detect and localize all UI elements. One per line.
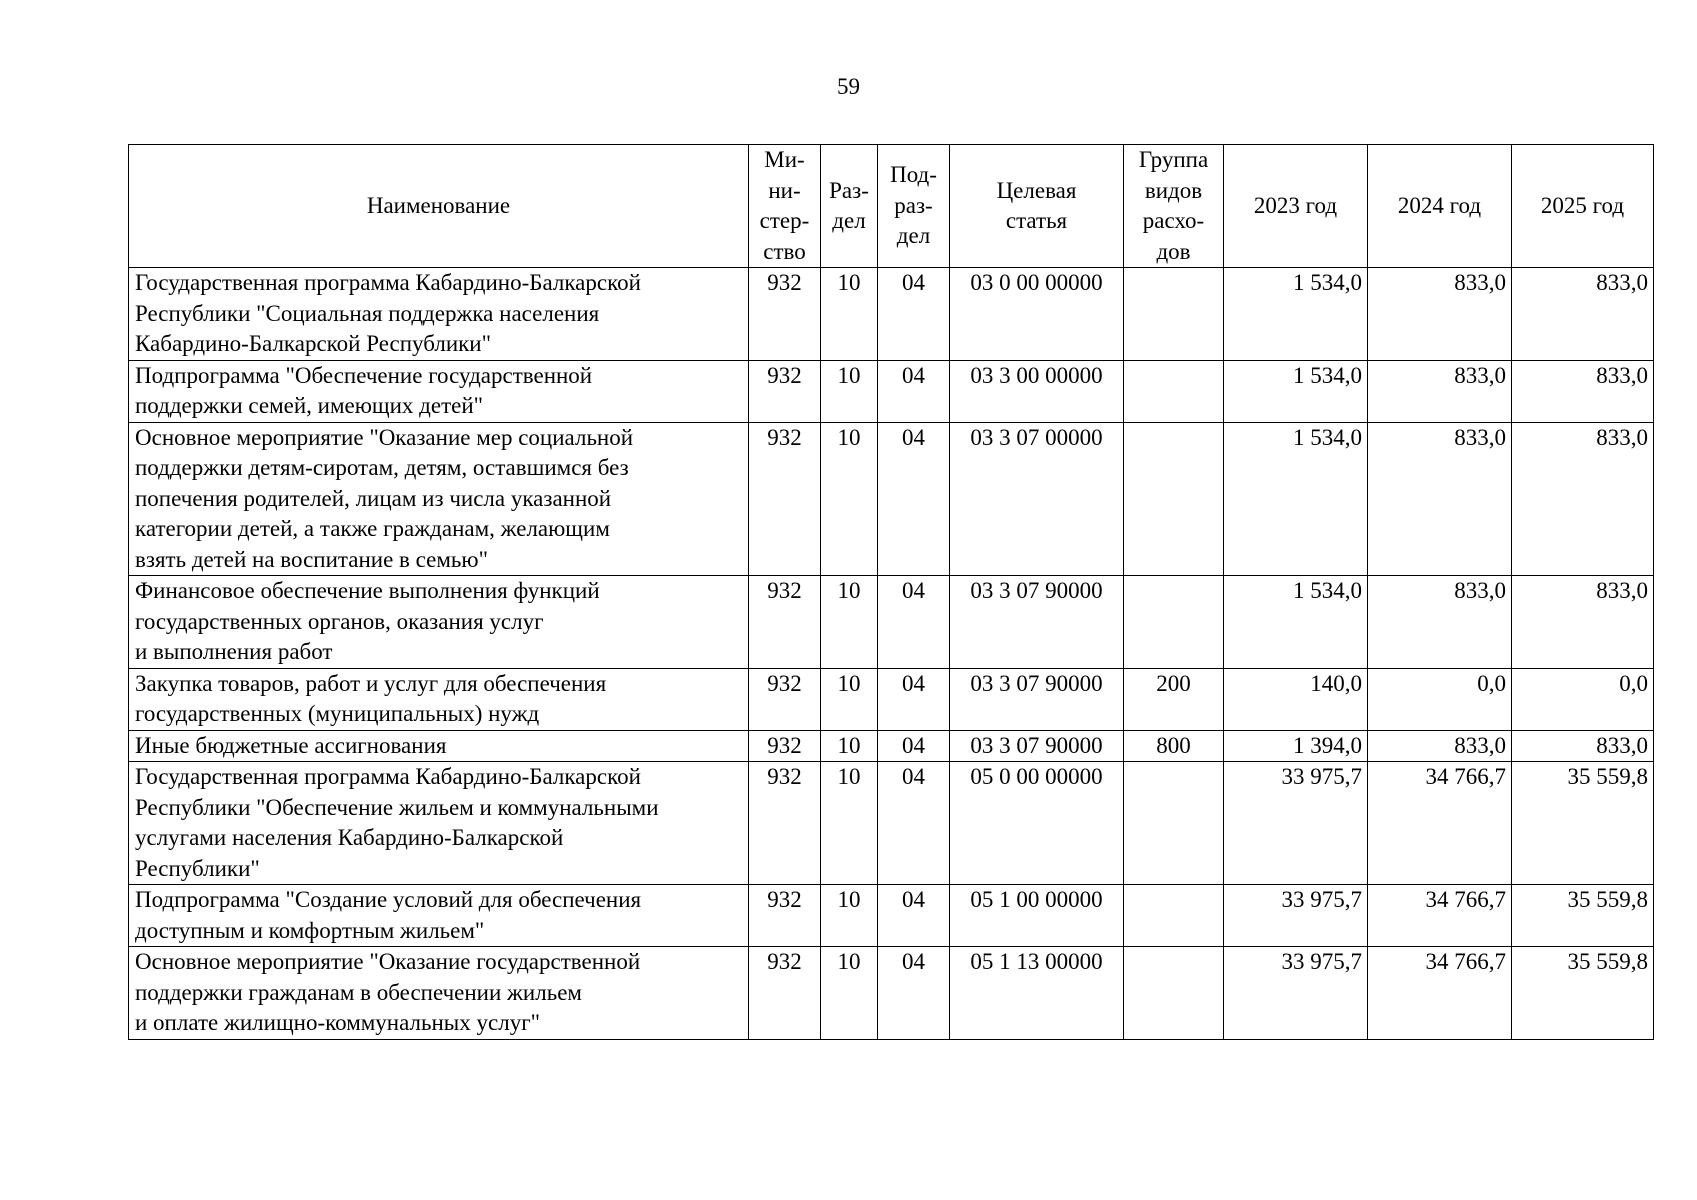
cell-2025: 833,0: [1512, 268, 1654, 361]
cell-name: [129, 885, 749, 947]
cell-2025: 833,0: [1512, 360, 1654, 422]
header-target: [950, 145, 1124, 268]
cell-2024: 34 766,7: [1368, 885, 1512, 947]
table-row: [129, 885, 1654, 947]
cell-subsection: 04: [878, 762, 950, 885]
cell-section: 10: [821, 422, 878, 576]
cell-section: 10: [821, 730, 878, 762]
cell-name-line: поддержки детям-сиротам, детям, оставшимся без: [135, 455, 629, 480]
header-line: статья: [1005, 208, 1068, 233]
cell-ministry: 932: [749, 885, 821, 947]
cell-section: 10: [821, 947, 878, 1040]
cell-2024: 34 766,7: [1368, 762, 1512, 885]
cell-subsection: 04: [878, 360, 950, 422]
cell-2025: 833,0: [1512, 422, 1654, 576]
cell-expense-group: [1124, 422, 1224, 576]
cell-expense-group: [1124, 762, 1224, 885]
cell-name-line: Иные бюджетные ассигнования: [135, 732, 447, 758]
cell-ministry: 932: [749, 947, 821, 1040]
cell-expense-group: [1124, 360, 1224, 422]
cell-expense-group: [1124, 576, 1224, 669]
cell-ministry: 932: [749, 668, 821, 730]
cell-2023: 1 534,0: [1224, 268, 1368, 361]
cell-name-line: Республики "Обеспечение жильем и коммунальными: [135, 794, 659, 820]
header-line: Целевая: [996, 177, 1077, 203]
cell-name-line: Финансовое обеспечение выполнения функций: [135, 578, 600, 603]
cell-name-line: Республики "Социальная поддержка населения: [135, 300, 600, 326]
cell-name-line: государственных (муниципальных) нужд: [135, 701, 540, 726]
header-2024: 2024 год: [1368, 145, 1512, 268]
cell-name-line: попечения родителей, лицам из числа указанной: [135, 485, 612, 511]
cell-name-line: Государственная программа Кабардино-Балкарской: [135, 270, 641, 295]
header-2025: 2025 год: [1512, 145, 1654, 268]
table-row: [129, 576, 1654, 669]
table-row: [129, 268, 1654, 361]
cell-2023: 33 975,7: [1224, 947, 1368, 1040]
cell-2023: 33 975,7: [1224, 885, 1368, 947]
cell-target: 03 3 07 00000: [950, 422, 1124, 576]
cell-2024: 34 766,7: [1368, 947, 1512, 1040]
cell-name-line: категории детей, а также гражданам, желающим: [135, 516, 610, 541]
cell-target: 05 0 00 00000: [950, 762, 1124, 885]
cell-name-line: поддержки семей, имеющих детей": [135, 393, 484, 418]
page-number: 59: [837, 74, 860, 99]
cell-ministry: 932: [749, 730, 821, 762]
cell-2023: 1 534,0: [1224, 422, 1368, 576]
cell-ministry: 932: [749, 422, 821, 576]
cell-expense-group: [1124, 947, 1224, 1040]
cell-section: 10: [821, 360, 878, 422]
cell-2023: 33 975,7: [1224, 762, 1368, 885]
cell-expense-group: 800: [1124, 730, 1224, 762]
cell-name-line: Республики": [135, 855, 260, 881]
header-subsection: [878, 145, 950, 268]
cell-target: 03 3 07 90000: [950, 730, 1124, 762]
cell-name-line: Основное мероприятие "Оказание мер социальной: [135, 424, 634, 450]
cell-subsection: 04: [878, 422, 950, 576]
cell-2023: 1 534,0: [1224, 576, 1368, 669]
cell-2025: 0,0: [1512, 668, 1654, 730]
cell-ministry: 932: [749, 762, 821, 885]
cell-2023: 1 394,0: [1224, 730, 1368, 762]
cell-name: [129, 268, 749, 361]
cell-name-line: государственных органов, оказания услуг: [135, 608, 544, 634]
cell-2024: 833,0: [1368, 360, 1512, 422]
header-line: дов: [1156, 238, 1191, 264]
cell-expense-group: 200: [1124, 668, 1224, 730]
cell-name-line: услугами населения Кабардино-Балкарской: [135, 825, 564, 850]
header-line: ни-: [768, 177, 801, 203]
cell-name-line: Подпрограмма "Создание условий для обеспечения: [135, 887, 642, 912]
cell-ministry: 932: [749, 360, 821, 422]
header-section: [821, 145, 878, 268]
table-row: [129, 730, 1654, 762]
cell-2024: 833,0: [1368, 422, 1512, 576]
cell-name-line: и выполнения работ: [135, 639, 333, 664]
cell-2025: 35 559,8: [1512, 762, 1654, 885]
cell-name-line: доступным и комфортным жильем": [135, 917, 485, 943]
cell-target: 05 1 13 00000: [950, 947, 1124, 1040]
header-line: Раз-: [829, 177, 869, 203]
cell-ministry: 932: [749, 576, 821, 669]
cell-target: 03 3 07 90000: [950, 668, 1124, 730]
header-line: раз-: [894, 192, 933, 218]
table-row: [129, 762, 1654, 885]
cell-name: [129, 668, 749, 730]
cell-target: 03 3 00 00000: [950, 360, 1124, 422]
cell-name-line: Подпрограмма "Обеспечение государственной: [135, 362, 593, 388]
cell-2025: 833,0: [1512, 576, 1654, 669]
header-line: расхо-: [1142, 208, 1205, 233]
header-2023: 2023 год: [1224, 145, 1368, 268]
header-line: видов: [1144, 177, 1203, 203]
cell-subsection: 04: [878, 668, 950, 730]
header-ministry: [749, 145, 821, 268]
header-line: Группа: [1138, 147, 1209, 172]
cell-name: [129, 947, 749, 1040]
header-line: Под-: [890, 162, 937, 188]
cell-section: 10: [821, 576, 878, 669]
cell-subsection: 04: [878, 576, 950, 669]
cell-name-line: Закупка товаров, работ и услуг для обеспечения: [135, 670, 607, 696]
cell-name: [129, 360, 749, 422]
cell-2024: 833,0: [1368, 268, 1512, 361]
cell-2024: 833,0: [1368, 576, 1512, 669]
cell-2023: 1 534,0: [1224, 360, 1368, 422]
table-row: [129, 360, 1654, 422]
cell-name-line: поддержки гражданам в обеспечении жильем: [135, 979, 582, 1005]
header-row: [129, 145, 1654, 268]
cell-name: [129, 422, 749, 576]
cell-2024: 0,0: [1368, 668, 1512, 730]
cell-2025: 35 559,8: [1512, 947, 1654, 1040]
cell-expense-group: [1124, 885, 1224, 947]
header-line: ство: [763, 238, 806, 264]
cell-name-line: и оплате жилищно-коммунальных услуг": [135, 1010, 541, 1035]
cell-2025: 35 559,8: [1512, 885, 1654, 947]
budget-table: [128, 144, 1654, 1040]
header-name: Наименование: [129, 145, 749, 268]
cell-section: 10: [821, 268, 878, 361]
cell-section: 10: [821, 762, 878, 885]
cell-name-line: Основное мероприятие "Оказание государственной: [135, 949, 641, 974]
cell-2025: 833,0: [1512, 730, 1654, 762]
cell-name: [129, 576, 749, 669]
cell-expense-group: [1124, 268, 1224, 361]
table-row: [129, 422, 1654, 576]
cell-section: 10: [821, 668, 878, 730]
cell-name-line: взять детей на воспитание в семью": [135, 546, 488, 572]
cell-target: 03 0 00 00000: [950, 268, 1124, 361]
header-line: дел: [832, 208, 866, 233]
table-row: [129, 947, 1654, 1040]
header-line: дел: [896, 223, 931, 249]
cell-subsection: 04: [878, 885, 950, 947]
table-row: [129, 668, 1654, 730]
cell-2024: 833,0: [1368, 730, 1512, 762]
cell-section: 10: [821, 885, 878, 947]
cell-subsection: 04: [878, 730, 950, 762]
header-line: Ми-: [764, 147, 805, 172]
cell-name: [129, 730, 749, 762]
cell-target: 03 3 07 90000: [950, 576, 1124, 669]
cell-ministry: 932: [749, 268, 821, 361]
cell-2023: 140,0: [1224, 668, 1368, 730]
table-body: [129, 268, 1654, 1040]
cell-name-line: Государственная программа Кабардино-Балкарской: [135, 764, 641, 789]
cell-target: 05 1 00 00000: [950, 885, 1124, 947]
cell-subsection: 04: [878, 947, 950, 1040]
header-expense-group: [1124, 145, 1224, 268]
cell-subsection: 04: [878, 268, 950, 361]
cell-name: [129, 762, 749, 885]
cell-name-line: Кабардино-Балкарской Республики": [135, 331, 492, 356]
header-line: стер-: [759, 208, 810, 233]
